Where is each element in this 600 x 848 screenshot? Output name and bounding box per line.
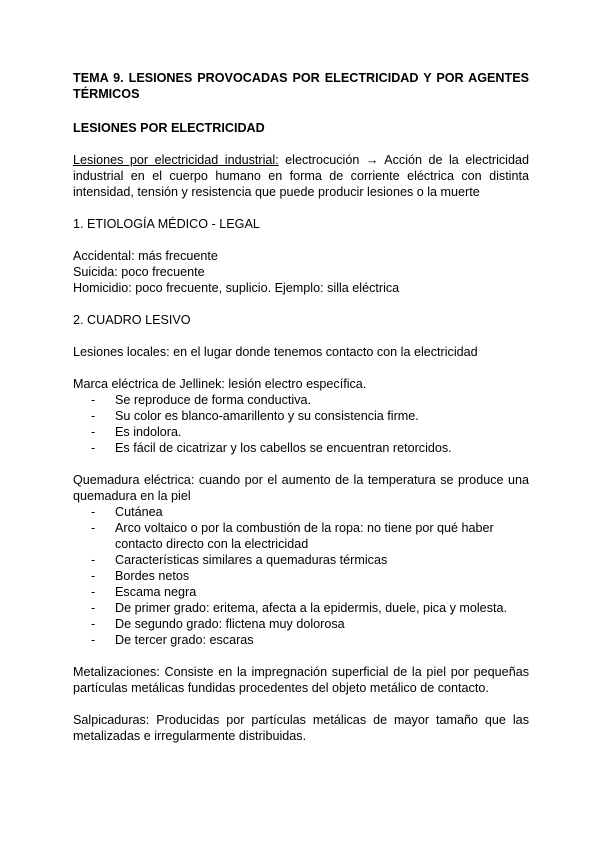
list-item: - Es indolora. bbox=[91, 424, 529, 440]
etiologia-line: Accidental: más frecuente bbox=[73, 249, 218, 263]
etiologia-line: Suicida: poco frecuente bbox=[73, 265, 205, 279]
list-item: - Características similares a quemaduras térmicas bbox=[91, 552, 529, 568]
list-item: - Arco voltaico o por la combustión de la ropa: no tiene por qué haber contacto directo con la electricidad bbox=[91, 520, 529, 552]
intro-paragraph bbox=[73, 152, 529, 200]
section-heading: LESIONES POR ELECTRICIDAD bbox=[73, 121, 265, 135]
lesiones-locales: Lesiones locales: en el lugar donde tenemos contacto con la electricidad bbox=[73, 345, 478, 359]
list-item: - Se reproduce de forma conductiva. bbox=[91, 392, 529, 408]
list-item: - Bordes netos bbox=[91, 568, 529, 584]
list-item: - Escama negra bbox=[91, 584, 529, 600]
document-page bbox=[73, 70, 529, 744]
list-item: - De primer grado: eritema, afecta a la epidermis, duele, pica y molesta. bbox=[91, 600, 529, 616]
intro-term: Lesiones por electricidad industrial: bbox=[73, 153, 279, 167]
quemadura-list bbox=[73, 504, 529, 648]
list-item: - Es fácil de cicatrizar y los cabellos se encuentran retorcidos. bbox=[91, 440, 529, 456]
cuadro-heading: 2. CUADRO LESIVO bbox=[73, 313, 191, 327]
list-item: - Su color es blanco-amarillento y su consistencia firme. bbox=[91, 408, 529, 424]
jellinek-intro: Marca eléctrica de Jellinek: lesión electro específica. bbox=[73, 377, 367, 391]
list-item: - Cutánea bbox=[91, 504, 529, 520]
metalizaciones-paragraph: Metalizaciones: Consiste en la impregnación superficial de la piel por pequeñas partículas metálicas fundidas procedentes del objeto metálico de contacto. bbox=[73, 665, 529, 695]
jellinek-list bbox=[73, 392, 529, 456]
document-title: TEMA 9. LESIONES PROVOCADAS POR ELECTRICIDAD Y POR AGENTES TÉRMICOS bbox=[73, 71, 529, 101]
quemadura-intro: Quemadura eléctrica: cuando por el aumento de la temperatura se produce una quemadura en la piel bbox=[73, 473, 529, 503]
salpicaduras-paragraph: Salpicaduras: Producidas por partículas metálicas de mayor tamaño que las metalizadas e irregularmente distribuidas. bbox=[73, 713, 529, 743]
intro-text: electrocución → Acción de la electricidad industrial en el cuerpo humano en forma de corriente eléctrica con distinta intensidad, tensión y resistencia que puede producir lesiones o la muerte bbox=[73, 153, 529, 199]
list-item: - De segundo grado: flictena muy dolorosa bbox=[91, 616, 529, 632]
etiologia-list bbox=[73, 248, 529, 296]
list-item: - De tercer grado: escaras bbox=[91, 632, 529, 648]
etiologia-heading: 1. ETIOLOGÍA MÉDICO - LEGAL bbox=[73, 217, 260, 231]
etiologia-line: Homicidio: poco frecuente, suplicio. Ejemplo: silla eléctrica bbox=[73, 281, 400, 295]
